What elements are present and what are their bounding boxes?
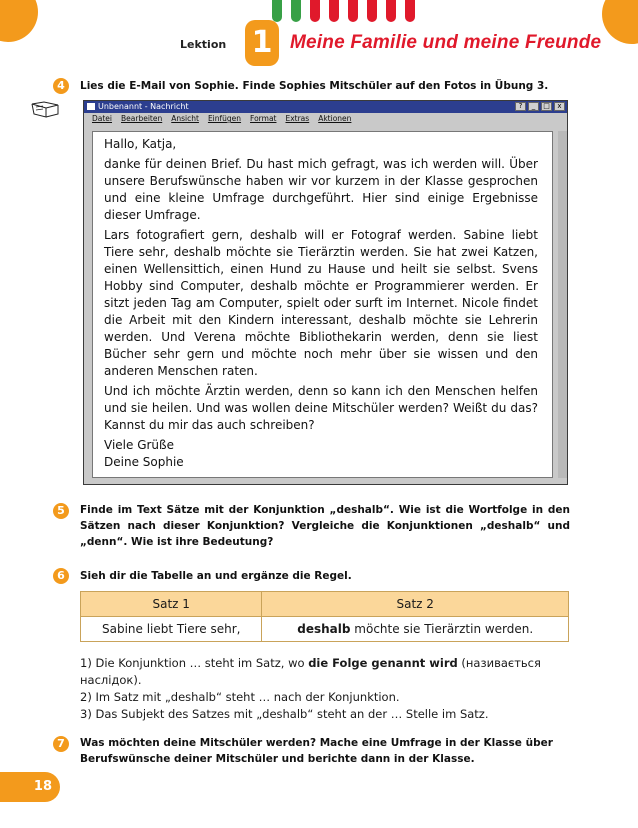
- lesson-label: Lektion: [180, 38, 227, 51]
- task-4-instruction: Lies die E-Mail von Sophie. Finde Sophies Mitschüler auf den Fotos in Übung 3.: [80, 80, 549, 92]
- rule-3: 3) Das Subjekt des Satzes mit „deshalb“ steht an der … Stelle im Satz.: [80, 707, 489, 721]
- menu-bar: [84, 113, 567, 125]
- corner-decoration-left: [0, 0, 38, 42]
- scrollbar[interactable]: [558, 131, 567, 478]
- email-greeting: Hallo, Katja,: [104, 137, 177, 151]
- maximize-button[interactable]: □: [541, 102, 552, 111]
- email-signature: Deine Sophie: [104, 455, 184, 469]
- book-icon: [30, 100, 60, 120]
- task-number-4: 4: [53, 78, 69, 94]
- rule-table: [80, 591, 569, 642]
- table-cell-satz-2: [262, 617, 569, 642]
- rule-2: 2) Im Satz mit „deshalb“ steht … nach der Konjunktion.: [80, 690, 400, 704]
- table-cell-rest: möchte sie Tierärztin werden.: [350, 622, 534, 636]
- menu-ansicht[interactable]: Ansicht: [171, 114, 199, 123]
- email-window: [83, 100, 568, 485]
- table-header-satz-2: Satz 2: [262, 592, 569, 617]
- window-title: Unbenannt - Nachricht: [98, 102, 189, 111]
- rule-1: [80, 655, 570, 689]
- menu-extras[interactable]: Extras: [285, 114, 310, 123]
- lesson-title: Meine Familie und meine Freunde: [290, 32, 602, 53]
- page-number: 18: [0, 772, 60, 802]
- task-number-6: 6: [53, 568, 69, 584]
- lesson-number-badge: 1: [245, 20, 279, 66]
- task-number-7: 7: [53, 736, 69, 752]
- rule-1-start: 1) Die Konjunktion … steht im Satz, wo: [80, 656, 309, 670]
- rule-1-end: (називається наслідок).: [80, 656, 541, 687]
- email-paragraph-3: Und ich möchte Ärztin werden, denn so kann ich den Menschen helfen und sie heilen. Und was wollen deine Mitschüler werden? Weißt du das? Kannst du mir das auch schreiben?: [104, 384, 538, 432]
- task-number-5: 5: [53, 503, 69, 519]
- minimize-button[interactable]: _: [528, 102, 539, 111]
- table-cell-satz-1: Sabine liebt Tiere sehr,: [81, 617, 262, 642]
- menu-einfuegen[interactable]: Einfügen: [207, 114, 242, 123]
- menu-aktionen[interactable]: Aktionen: [318, 114, 352, 123]
- email-paragraph-2: Lars fotografiert gern, deshalb will er Fotograf werden. Sabine liebt Tiere sehr, deshalb möchte sie Tierärztin werden. Sie hat zwei Katzen, einen Wellensittich, einen Hund zu Hause und heilt sie selbst. Svens Hobby sind Computer, deshalb möchte er Programmierer werden. Er sitzt jeden Tag am Computer, spielt oder surft im Internet. Nicole findet die Arbeit mit den Kindern interessant, deshalb möchte sie Lehrerin werden. Und Verena möchte Bibliothekarin werden, denn sie liest Bücher sehr gern und möchte noch mehr über sie wissen und den anderen Menschen raten.: [104, 228, 538, 378]
- table-header-satz-1: Satz 1: [81, 592, 262, 617]
- email-body[interactable]: [92, 131, 553, 478]
- envelope-icon: [87, 103, 95, 110]
- menu-format[interactable]: Format: [250, 114, 277, 123]
- close-button[interactable]: x: [554, 102, 565, 111]
- header-bars: [272, 0, 415, 22]
- email-paragraph-1: danke für deinen Brief. Du hast mich gefragt, was ich werden will. Über unsere Berufswünsche haben wir vor kurzem in der Klasse gesprochen und eine kleine Umfrage durchgeführt. Hier sind einige Ergebnisse dieser Umfrage.: [104, 157, 538, 222]
- menu-bearbeiten[interactable]: Bearbeiten: [121, 114, 163, 123]
- help-button[interactable]: ?: [515, 102, 526, 111]
- corner-decoration-right: [602, 0, 638, 44]
- task-7-instruction: Was möchten deine Mitschüler werden? Mache eine Umfrage in der Klasse über Berufswünsche deiner Mitschüler und berichte dann in der Klasse.: [80, 737, 553, 765]
- rule-1-bold: die Folge genannt wird: [308, 656, 458, 670]
- window-titlebar: [84, 101, 567, 113]
- task-6-instruction: Sieh dir die Tabelle an und ergänze die Regel.: [80, 570, 352, 582]
- table-cell-bold: deshalb: [297, 622, 351, 636]
- rules-list: [80, 655, 570, 723]
- email-closing: Viele Grüße: [104, 438, 174, 452]
- menu-datei[interactable]: Datei: [92, 114, 113, 123]
- task-5-instruction: Finde im Text Sätze mit der Konjunktion „deshalb“. Wie ist die Wortfolge in den Sätzen nach dieser Konjunktion? Vergleiche die Konjunktionen „deshalb“ und „denn“. Wie ist ihre Bedeutung?: [80, 504, 570, 548]
